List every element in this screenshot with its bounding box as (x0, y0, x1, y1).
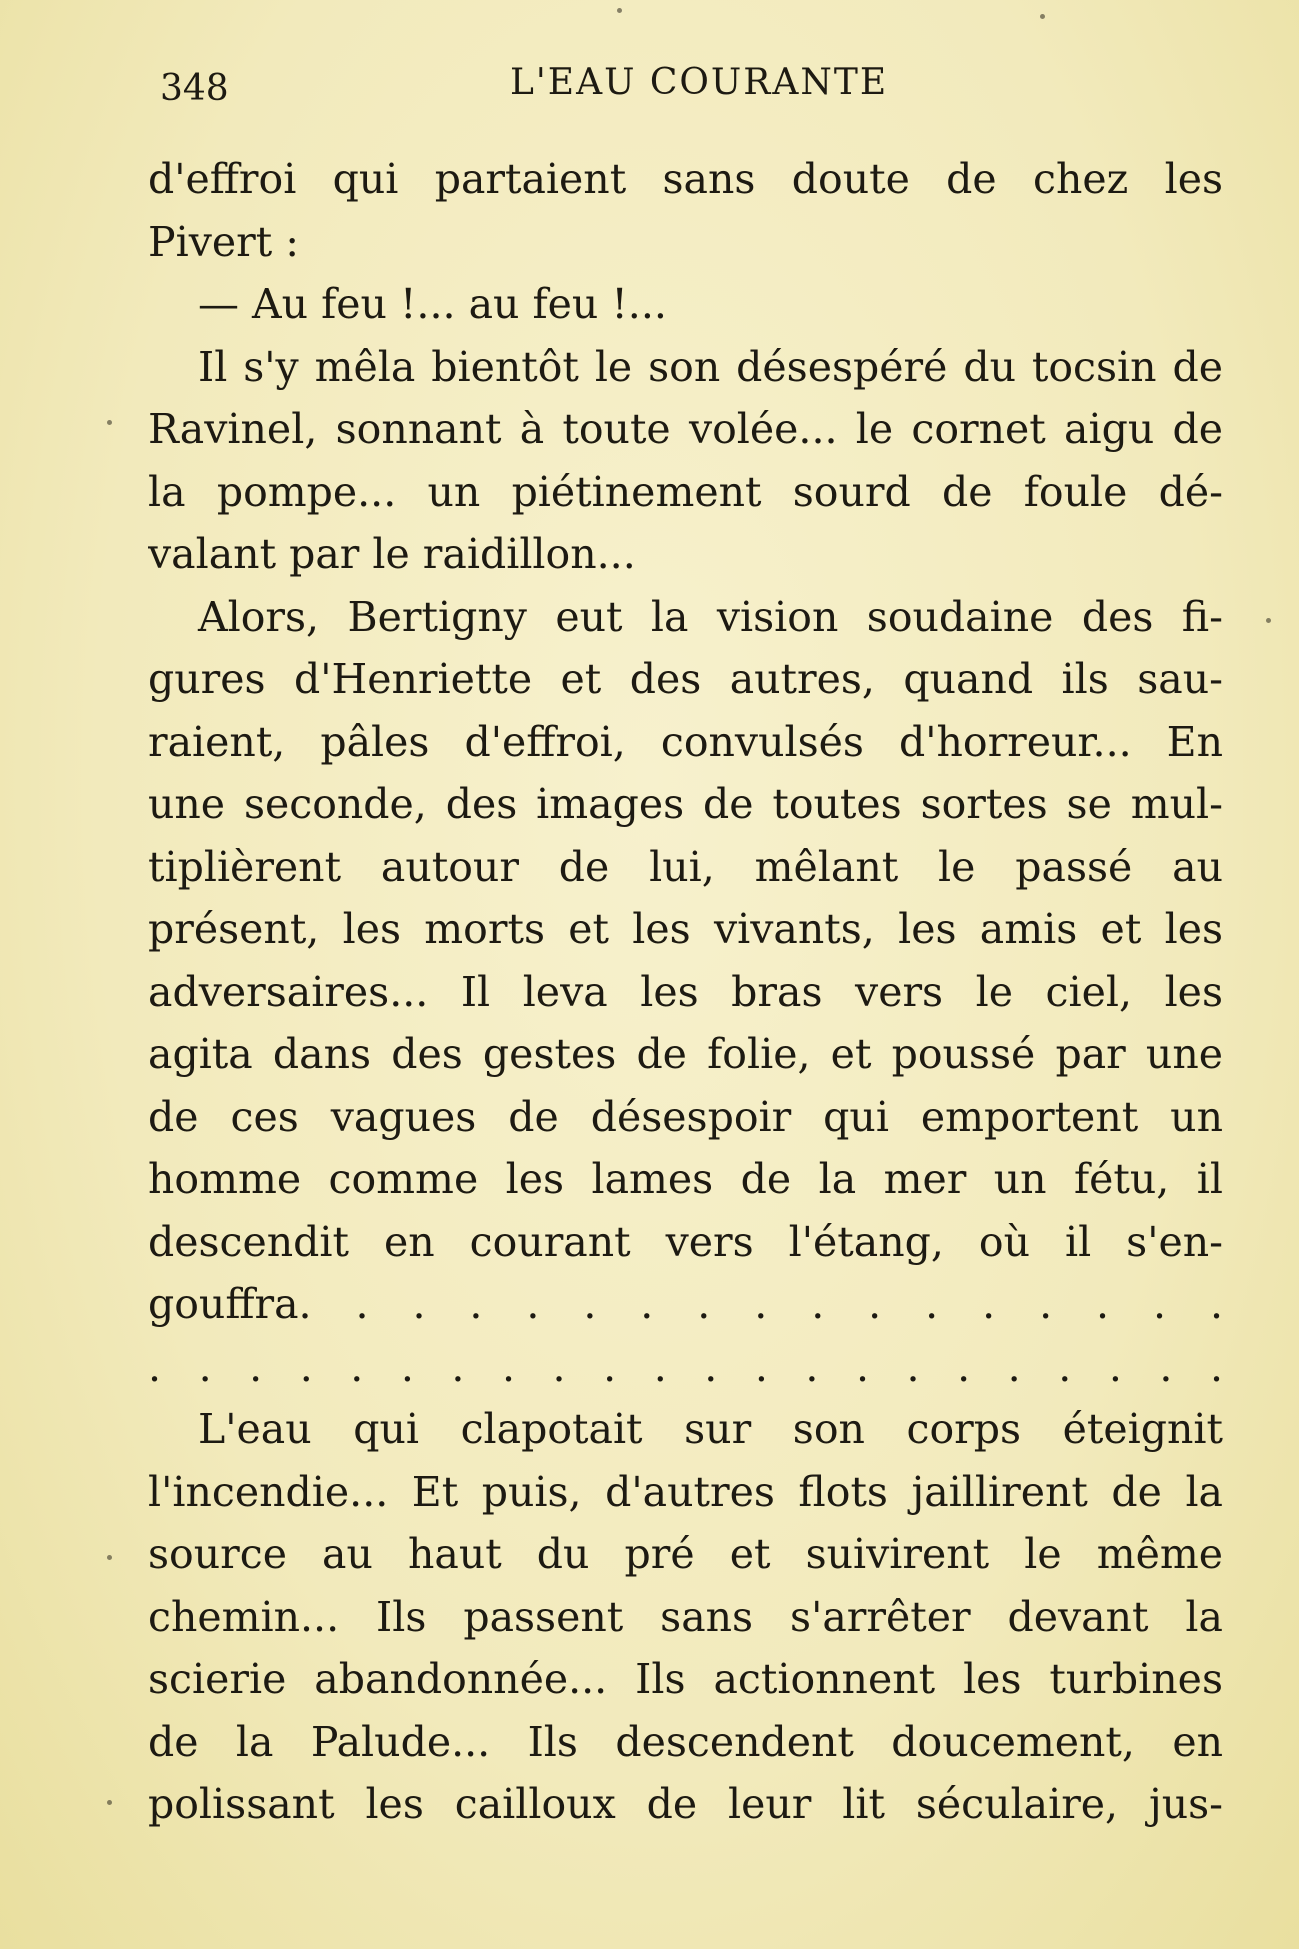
page-number: 348 (160, 68, 229, 109)
paper-speck (107, 1555, 112, 1560)
text-line: Il s'y mêla bientôt le son désespéré du tocsin de (198, 342, 1223, 391)
text-line: polissant les cailloux de leur lit séculaire, jus- (148, 1780, 1223, 1828)
text-line: tiplièrent autour de lui, mêlant le passé au (148, 842, 1223, 891)
paper-speck (1266, 618, 1271, 623)
paper-speck (1040, 14, 1045, 19)
paper-speck (107, 420, 112, 425)
text-line: chemin... Ils passent sans s'arrêter devant la (148, 1592, 1223, 1641)
body-text (148, 148, 1223, 1836)
text-line: source au haut du pré et suivirent le même (148, 1530, 1223, 1578)
text-line: Pivert : (148, 217, 300, 266)
text-line: de la Palude... Ils descendent doucement, en (148, 1717, 1223, 1766)
running-head (160, 62, 1235, 122)
text-line: présent, les morts et les vivants, les amis et les (148, 905, 1223, 953)
dotted-separator: . . . . . . . . . . . . . . . . . . . . . . (148, 1342, 1223, 1391)
text-line: Alors, Bertigny eut la vision soudaine des fi- (198, 592, 1223, 641)
text-line: de ces vagues de désespoir qui emportent un (148, 1092, 1223, 1141)
paper-speck (617, 8, 622, 13)
text-line: valant par le raidillon... (148, 530, 636, 578)
text-line: agita dans des gestes de folie, et poussé par une (148, 1030, 1223, 1078)
text-line: l'incendie... Et puis, d'autres flots jaillirent de la (148, 1467, 1223, 1516)
text-line: — Au feu !... au feu !... (198, 280, 667, 328)
text-line: gures d'Henriette et des autres, quand ils sau- (148, 655, 1223, 703)
text-line: adversaires... Il leva les bras vers le ciel, les (148, 967, 1223, 1016)
paper-speck (107, 1800, 112, 1805)
text-line: L'eau qui clapotait sur son corps éteignit (198, 1405, 1223, 1453)
text-line: homme comme les lames de la mer un fétu, il (148, 1155, 1223, 1203)
text-line: descendit en courant vers l'étang, où il s'en- (148, 1217, 1223, 1266)
text-line: scierie abandonnée... Ils actionnent les turbines (148, 1655, 1223, 1703)
running-title: L'EAU COURANTE (510, 62, 889, 103)
text-line: la pompe... un piétinement sourd de foule dé- (148, 467, 1223, 516)
text-line: gouffra. . . . . . . . . . . . . . . . . (148, 1280, 1223, 1328)
text-line: une seconde, des images de toutes sortes se mul- (148, 780, 1223, 828)
text-line: d'effroi qui partaient sans doute de chez les (148, 155, 1223, 203)
text-line: raient, pâles d'effroi, convulsés d'horreur... En (148, 717, 1223, 766)
text-line: Ravinel, sonnant à toute volée... le cornet aigu de (148, 405, 1223, 453)
